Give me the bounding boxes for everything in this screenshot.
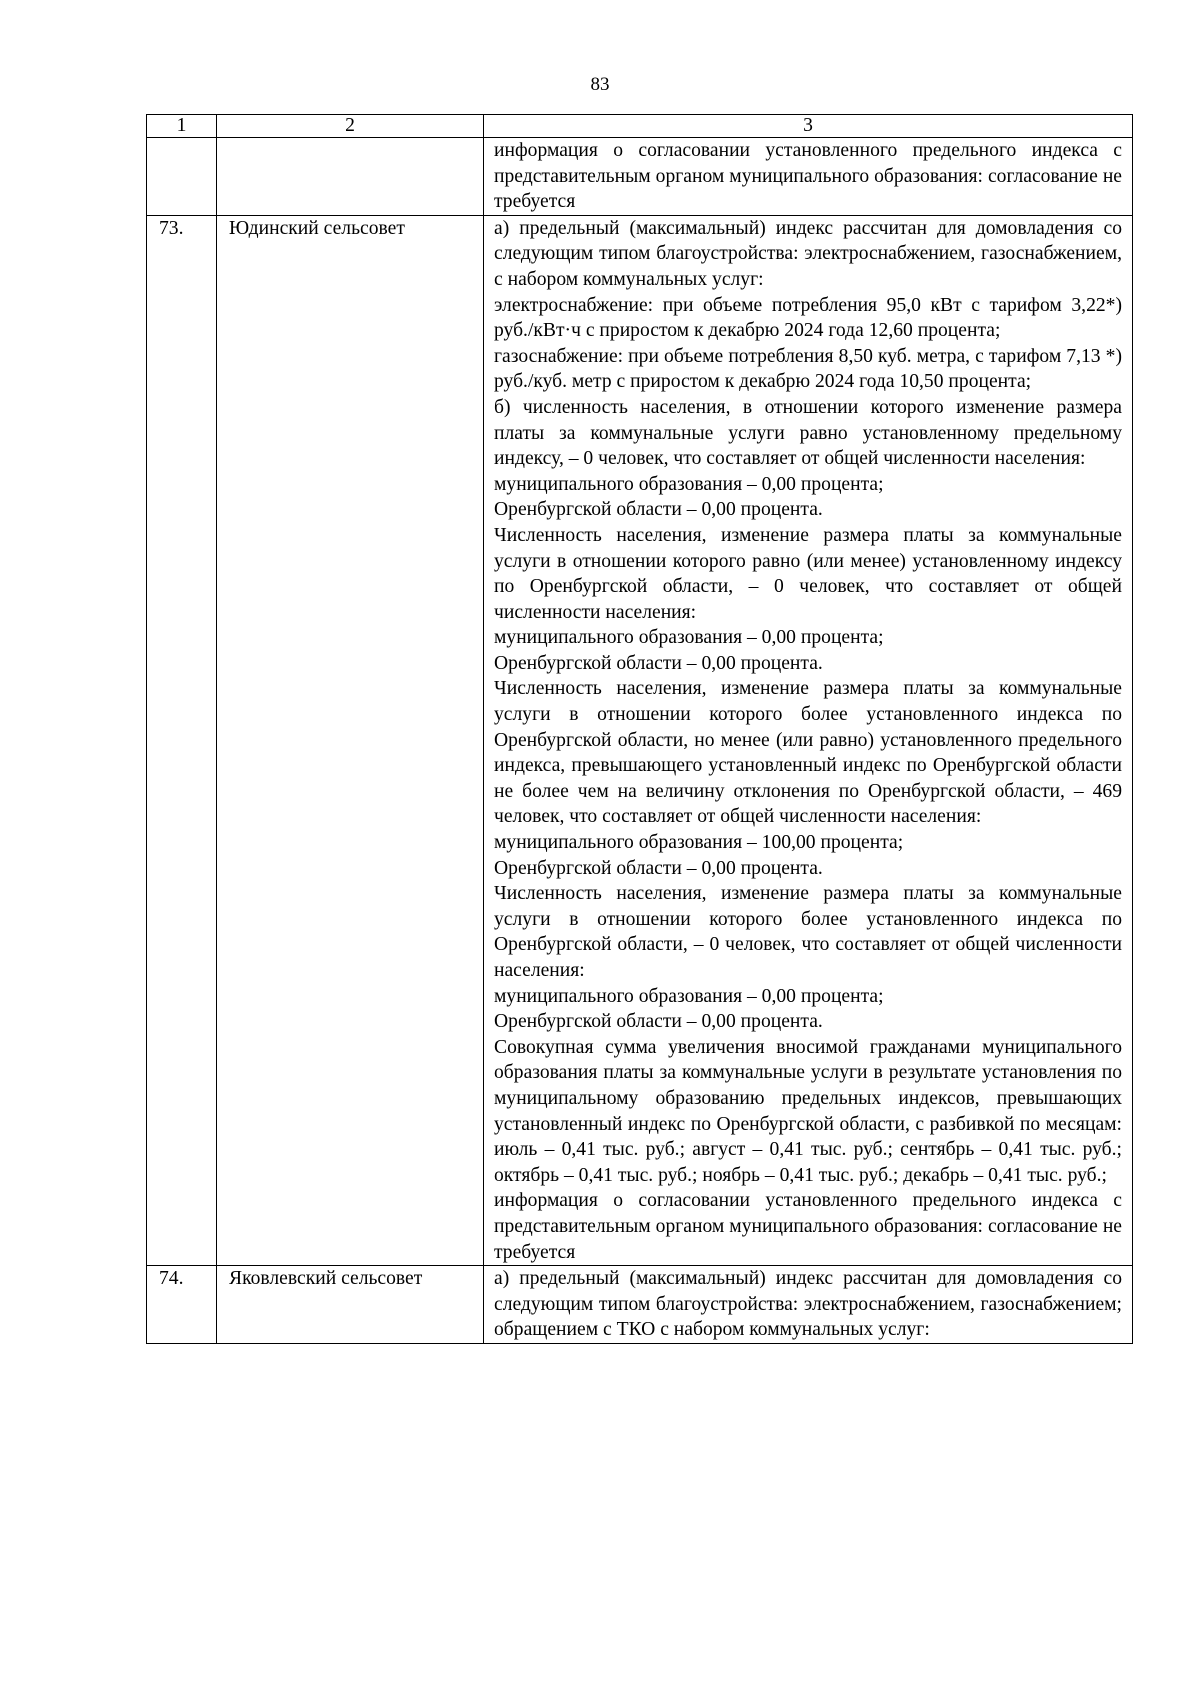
table-row [147,138,1133,216]
text-paragraph: а) предельный (максимальный) индекс рассчитан для домовладения со следующим типом благоустройства: электроснабжением, газоснабжением, с набором коммунальных услуг: [494,217,1122,290]
table-header-row [147,115,1133,138]
table-row [147,1266,1133,1344]
column-header: 3 [484,115,1133,138]
page-number: 83 [590,74,610,95]
text-paragraph: информация о согласовании установленного предельного индекса с представительным органом муниципального образования: согласование не требуется [494,1190,1122,1263]
text-paragraph: б) численность населения, в отношении которого изменение размера платы за коммунальные услуги равно установленному предельному индексу, – 0 человек, что составляет от общей численности населения: [494,396,1122,470]
text-paragraph: Совокупная сумма увеличения вносимой гражданами муниципального образования платы за коммунальные услуги в результате установления по муниципальному образованию предельных индексов, превышающих установленный индекс по Оренбургской области, с разбивкой по месяцам: июль – 0,41 тыс. руб.; август – 0,41 тыс. руб.; сентябрь – 0,41 тыс. руб.; октябрь – 0,41 тыс. руб.; ноябрь – 0,41 тыс. руб.; декабрь – 0,41 тыс. руб.; [494,1036,1122,1186]
data-table [146,114,1133,1344]
text-paragraph: газоснабжение: при объеме потребления 8,50 куб. метра, с тарифом 7,13 *) руб./куб. метр с приростом к декабрю 2024 года 10,50 процента; [494,345,1122,393]
row-name [217,138,484,216]
text-paragraph: муниципального образования – 0,00 процента; [494,985,884,1007]
text-paragraph: электроснабжение: при объеме потребления 95,0 кВт с тарифом 3,22*) руб./кВт·ч с приростом к декабрю 2024 года 12,60 процента; [494,294,1122,342]
text-paragraph: муниципального образования – 0,00 процента; [494,473,884,495]
text-paragraph: Численность населения, изменение размера платы за коммунальные услуги в отношении которого равно (или менее) установленному индексу по Оренбургской области, – 0 человек, что составляет от общей численности населения: [494,524,1122,623]
row-text [484,1266,1133,1344]
column-header: 1 [147,115,217,138]
text-paragraph: муниципального образования – 100,00 процента; [494,832,904,854]
table-row [147,215,1133,1265]
row-text [484,215,1133,1265]
text-paragraph: Оренбургской области – 0,00 процента. [494,1011,823,1033]
text-paragraph: муниципального образования – 0,00 процента; [494,627,884,649]
text-paragraph: а) предельный (максимальный) индекс рассчитан для домовладения со следующим типом благоустройства: электроснабжением, газоснабжением; обращением с ТКО с набором коммунальных услуг: [494,1268,1122,1341]
text-paragraph: информация о согласовании установленного предельного индекса с представительным органом муниципального образования: согласование не требуется [494,140,1122,213]
text-paragraph: Оренбургской области – 0,00 процента. [494,499,823,521]
row-name: Яковлевский сельсовет [217,1266,484,1344]
row-number: 73. [147,215,217,1265]
row-number [147,138,217,216]
row-name: Юдинский сельсовет [217,215,484,1265]
row-number: 74. [147,1266,217,1344]
text-paragraph: Численность населения, изменение размера платы за коммунальные услуги в отношении которого более установленного индекса по Оренбургской области, но менее (или равно) установленного предельного индекса, превышающего установленный индекс по Оренбургской области не более чем на величину отклонения по Оренбургской области, – 469 человек, что составляет от общей численности населения: [494,678,1122,828]
column-header: 2 [217,115,484,138]
text-paragraph: Оренбургской области – 0,00 процента. [494,652,823,674]
text-paragraph: Оренбургской области – 0,00 процента. [494,857,823,879]
row-text [484,138,1133,216]
text-paragraph: Численность населения, изменение размера платы за коммунальные услуги в отношении которого более установленного индекса по Оренбургской области, – 0 человек, что составляет от общей численности населения: [494,883,1122,981]
